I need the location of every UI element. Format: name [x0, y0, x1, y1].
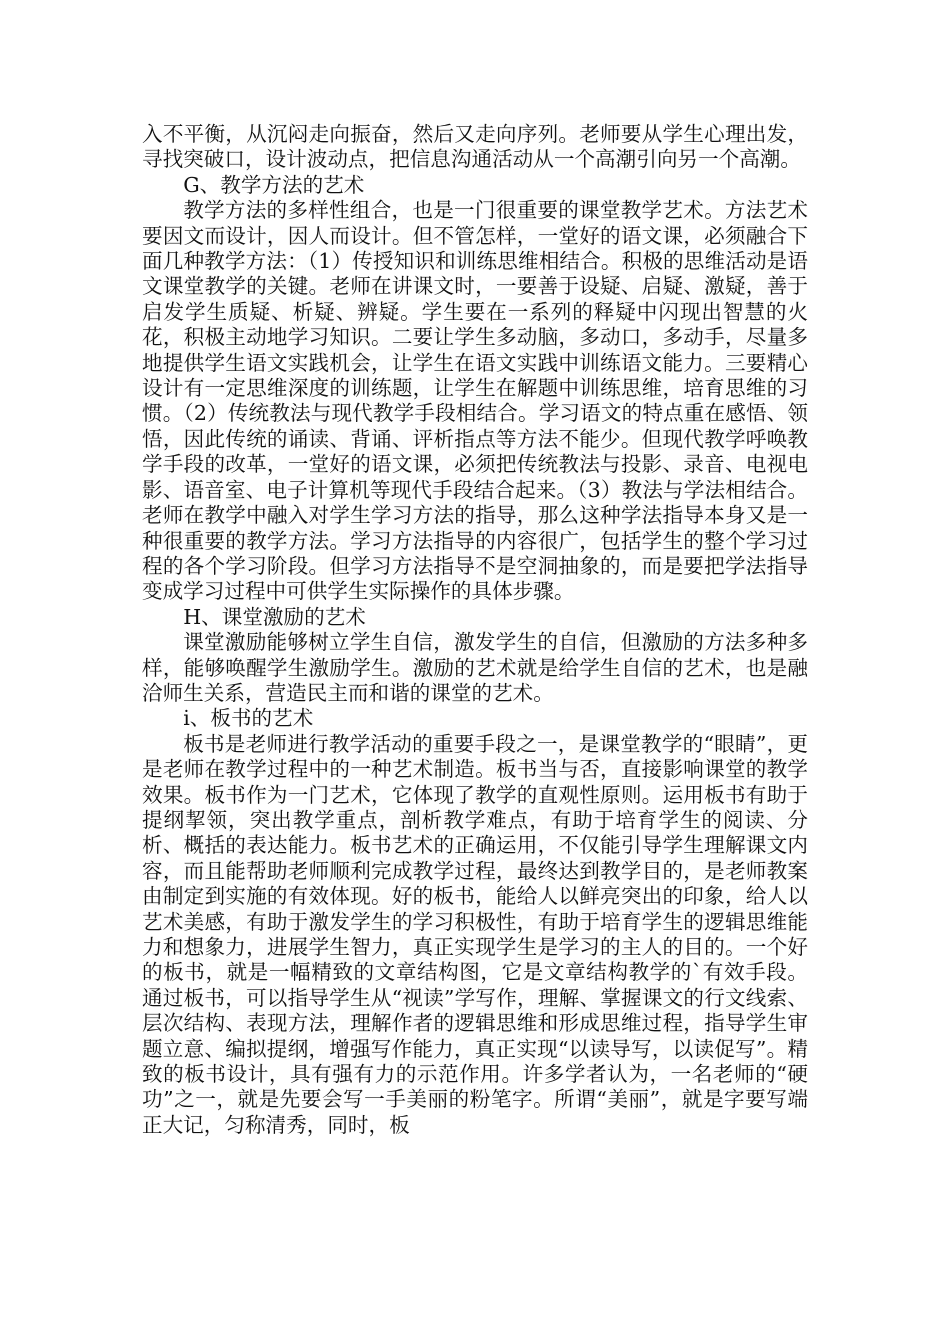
- section-i-heading: i、板书的艺术: [183, 706, 314, 731]
- document-page: [142, 122, 808, 1138]
- section-i-body: 板书是老师进行教学活动的重要手段之一，是课堂教学的“眼睛”，更是老师在教学过程中的一种艺术制造。板书当与否，直接影响课堂的教学效果。板书作为一门艺术，它体现了教学的直观性原则。运用板书有助于提纲挈领，突出教学重点，剖析教学难点，有助于培育学生的阅读、分析、概括的表达能力。板书艺术的正确运用，不仅能引导学生理解课文内容，而且能帮助老师顺利完成教学过程，最终达到教学目的，是老师教案由制定到实施的有效体现。好的板书，能给人以鲜亮突出的印象，给人以艺术美感，有助于激发学生的学习积极性，有助于培育学生的逻辑思维能力和想象力，进展学生智力，真正实现学生是学习的主人的目的。一个好的板书，就是一幅精致的文章结构图，它是文章结构教学的`有效手段。通过板书，可以指导学生从“视读”学写作，理解、掌握课文的行文线索、层次结构、表现方法，理解作者的逻辑思维和形成思维过程，指导学生审题立意、编拟提纲，增强写作能力，真正实现“以读导写，以读促写”。精致的板书设计，具有强有力的示范作用。许多学者认为，一名老师的“硬功”之一，就是先要会写一手美丽的粉笔字。所谓“美丽”，就是字要写端正大记，匀称清秀，同时，板: [142, 731, 808, 1137]
- section-g-body: 教学方法的多样性组合，也是一门很重要的课堂教学艺术。方法艺术要因文而设计，因人而设计。但不管怎样，一堂好的语文课，必须融合下面几种教学方法：（1）传授知识和训练思维相结合。积极的思维活动是语文课堂教学的关键。老师在讲课文时，一要善于设疑、启疑、激疑，善于启发学生质疑、析疑、辨疑。学生要在一系列的释疑中闪现出智慧的火花，积极主动地学习知识。二要让学生多动脑，多动口，多动手，尽量多地提供学生语文实践机会，让学生在语文实践中训练语文能力。三要精心设计有一定思维深度的训练题，让学生在解题中训练思维，培育思维的习惯。（2）传统教法与现代教学手段相结合。学习语文的特点重在感悟、领悟，因此传统的诵读、背诵、评析指点等方法不能少。但现代教学呼唤教学手段的改革，一堂好的语文课，必须把传统教法与投影、录音、电视电影、语音室、电子计算机等现代手段结合起来。（3）教法与学法相结合。老师在教学中融入对学生学习方法的指导，那么这种学法指导本身又是一种很重要的教学方法。学习方法指导的内容很广，包括学生的整个学习过程的各个学习阶段。但学习方法指导不是空洞抽象的，而是要把学法指导变成学习过程中可供学生实际操作的具体步骤。: [142, 198, 808, 604]
- section-g-heading: G、教学方法的艺术: [183, 172, 365, 197]
- intro-paragraph: 入不平衡，从沉闷走向振奋，然后又走向序列。老师要从学生心理出发，寻找突破口，设计波动点，把信息沟通活动从一个高潮引向另一个高潮。: [142, 122, 808, 172]
- section-h-heading: H、课堂激励的艺术: [183, 604, 366, 629]
- section-h-body: 课堂激励能够树立学生自信，激发学生的自信，但激励的方法多种多样，能够唤醒学生激励学生。激励的艺术就是给学生自信的艺术，也是融洽师生关系，营造民主而和谐的课堂的艺术。: [142, 630, 808, 705]
